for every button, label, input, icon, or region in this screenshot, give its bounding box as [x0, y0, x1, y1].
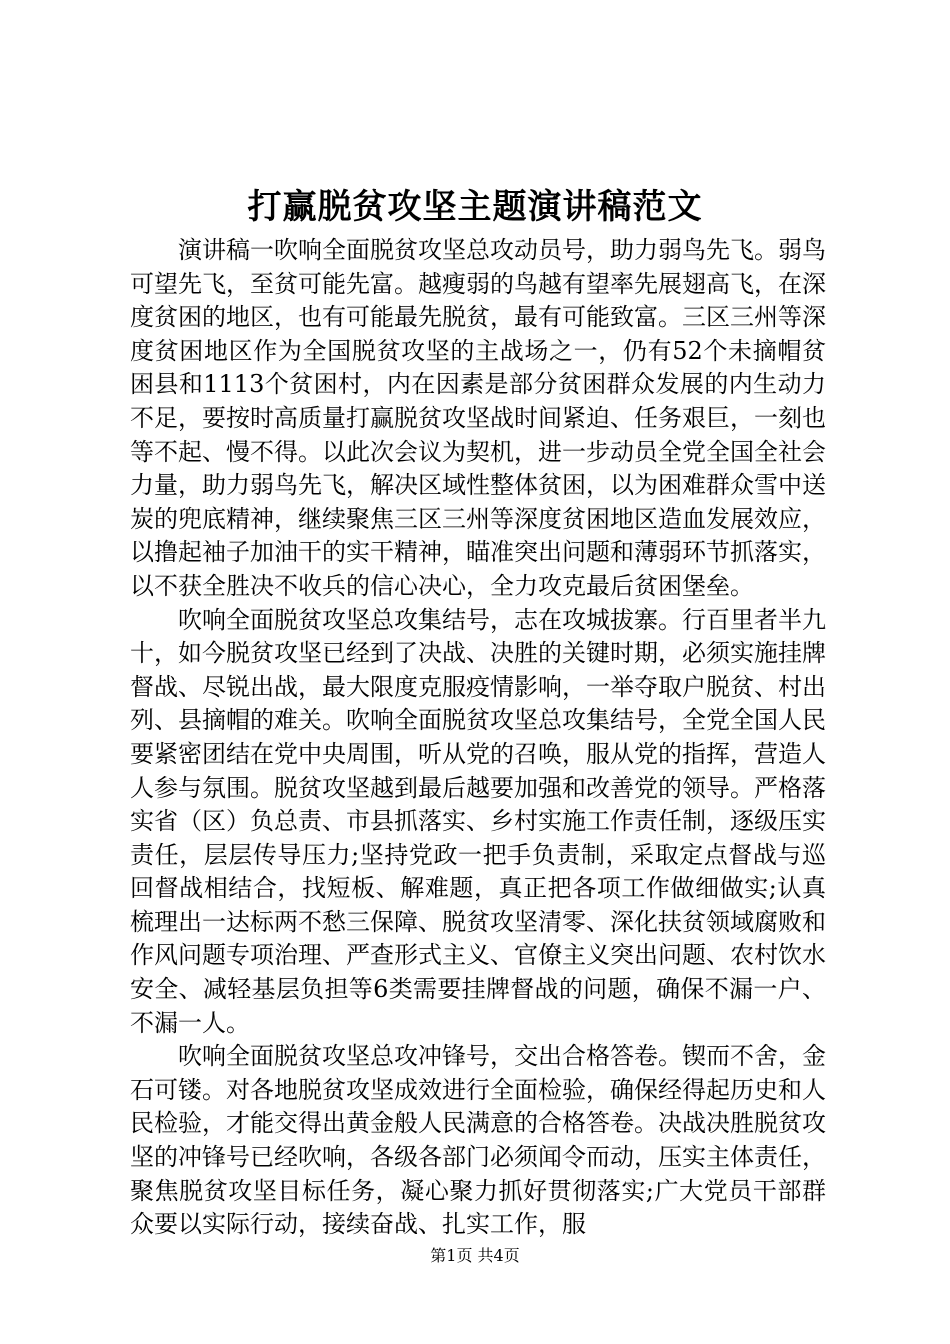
paragraph: 吹响全面脱贫攻坚总攻集结号，志在攻城拔寨。行百里者半九十，如今脱贫攻坚已经到了决战、决胜的关键时期，必须实施挂牌督战、尽锐出战，最大限度克服疫情影响，一举夺取户脱贫、村出列、县摘帽的难关。吹响全面脱贫攻坚总攻集结号，全党全国人民要紧密团结在党中央周围，听从党的召唤，服从党的指挥，营造人人参与氛围。脱贫攻坚越到最后越要加强和改善党的领导。严格落实省（区）负总责、市县抓落实、乡村实施工作责任制，逐级压实责任，层层传导压力;坚持党政一把手负责制，采取定点督战与巡回督战相结合，找短板、解难题，真正把各项工作做细做实;认真梳理出一达标两不愁三保障、脱贫攻坚清零、深化扶贫领域腐败和作风问题专项治理、严查形式主义、官僚主义突出问题、农村饮水安全、减轻基层负担等6类需要挂牌督战的问题，确保不漏一户、不漏一人。 — [130, 605, 826, 1037]
document-body — [130, 234, 826, 1242]
paragraph: 吹响全面脱贫攻坚总攻冲锋号，交出合格答卷。锲而不舍，金石可镂。对各地脱贫攻坚成效进行全面检验，确保经得起历史和人民检验，才能交得出黄金般人民满意的合格答卷。决战决胜脱贫攻坚的冲锋号已经吹响，各级各部门必须闻令而动，压实主体责任，聚焦脱贫攻坚目标任务，凝心聚力抓好贯彻落实;广大党员干部群众要以实际行动，接续奋战、扎实工作，服 — [130, 1042, 826, 1239]
page-footer: 第1页 共4页 — [430, 1246, 520, 1265]
document-title: 打赢脱贫攻坚主题演讲稿范文 — [247, 187, 703, 227]
paragraph: 演讲稿一吹响全面脱贫攻坚总攻动员号，助力弱鸟先飞。弱鸟可望先飞，至贫可能先富。越瘦弱的鸟越有望率先展翅高飞，在深度贫困的地区，也有可能最先脱贫，最有可能致富。三区三州等深度贫困地区作为全国脱贫攻坚的主战场之一，仍有52个未摘帽贫困县和1113个贫困村，内在因素是部分贫困群众发展的内生动力不足，要按时高质量打赢脱贫攻坚战时间紧迫、任务艰巨，一刻也等不起、慢不得。以此次会议为契机，进一步动员全党全国全社会力量，助力弱鸟先飞，解决区域性整体贫困，以为困难群众雪中送炭的兜底精神，继续聚焦三区三州等深度贫困地区造血发展效应，以撸起袖子加油干的实干精神，瞄准突出问题和薄弱环节抓落实，以不获全胜决不收兵的信心决心，全力攻克最后贫困堡垒。 — [130, 236, 826, 600]
